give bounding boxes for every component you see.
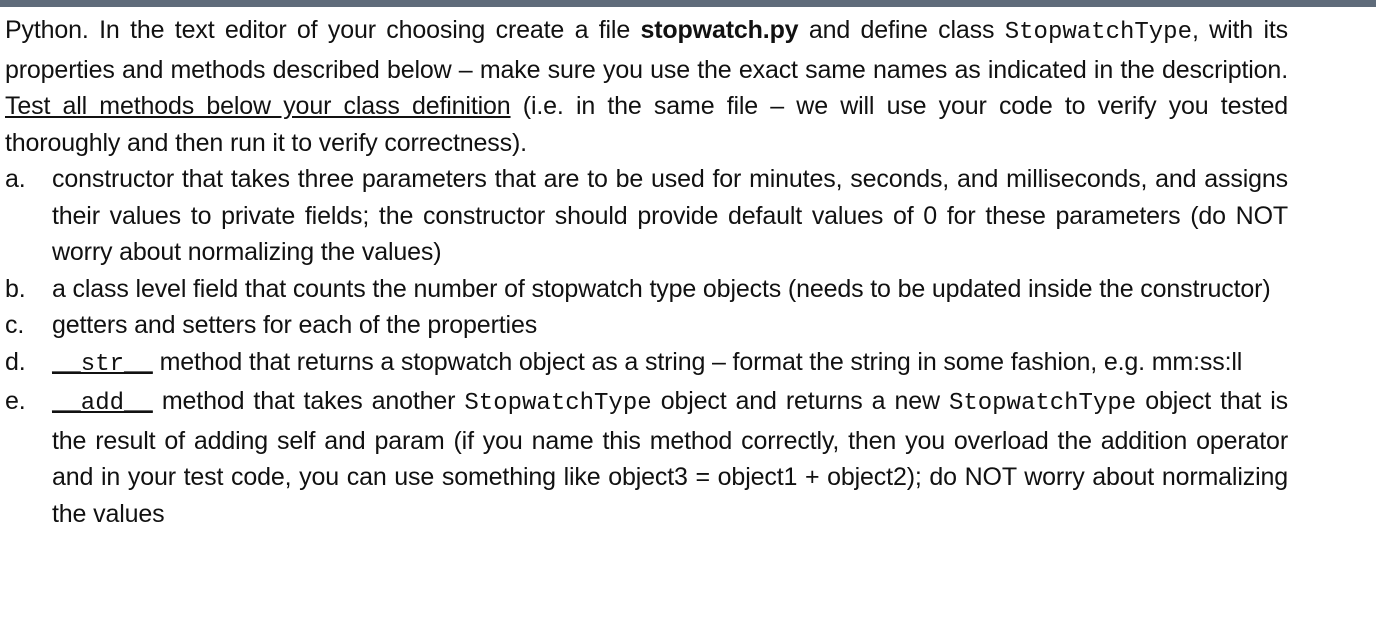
- list-item-a: [5, 161, 1288, 271]
- add-method-name: __add__: [52, 390, 153, 417]
- intro-text-1: Python. In the text editor of your choosing create a file: [5, 16, 641, 44]
- intro-text-2: and define class: [798, 16, 1005, 44]
- requirements-list: [5, 161, 1288, 532]
- list-item-text: constructor that takes three parameters that are to be used for minutes, seconds, and milliseconds, and assigns their values to private fields; the constructor should provide default values of 0 for these parameters (do NOT worry about normalizing the values): [52, 165, 1288, 266]
- top-border-bar: [0, 0, 1376, 7]
- list-marker: d.: [5, 347, 26, 376]
- class-name: StopwatchType: [948, 390, 1137, 417]
- class-name: StopwatchType: [464, 390, 652, 417]
- list-item-e: [5, 383, 1288, 532]
- list-marker: c.: [5, 311, 25, 339]
- list-marker: b.: [5, 274, 26, 303]
- list-item-text: method that returns a stopwatch object as a string – format the string in some fashion, e.g. mm:ss:ll: [152, 347, 1243, 376]
- intro-text-3: , with its properties and methods described below – make sure you use the exact same names as indicated in the description.: [5, 16, 1288, 84]
- list-item-c: [5, 307, 1288, 344]
- list-marker: e.: [5, 387, 26, 415]
- intro-paragraph: [5, 12, 1288, 161]
- file-name: stopwatch.py: [640, 16, 799, 44]
- list-item-text: object and returns a new: [651, 387, 949, 415]
- str-method-name: __str__: [52, 350, 153, 378]
- list-item-text: method that takes another: [152, 387, 465, 415]
- list-item-text: object that is the result of adding self and param (if you name this method correctly, then you overload the addition operator and in your test code, you can use something like object3 = object1 + object2); do NOT worry about normalizing the values: [52, 387, 1288, 528]
- class-name: StopwatchType: [1004, 19, 1192, 46]
- list-item-d: [5, 344, 1288, 384]
- intro-text-4: (i.e. in the same file – we will use your code to verify you tested thoroughly and then run it to verify correctness).: [5, 92, 1289, 157]
- assignment-text: [5, 12, 1288, 532]
- list-item-text: getters and setters for each of the properties: [52, 311, 538, 339]
- list-marker: a.: [5, 165, 26, 193]
- test-instruction: Test all methods below your class definition: [5, 92, 511, 120]
- list-item-text: a class level field that counts the number of stopwatch type objects (needs to be updated inside the constructor): [52, 274, 1271, 303]
- list-item-b: [5, 271, 1288, 308]
